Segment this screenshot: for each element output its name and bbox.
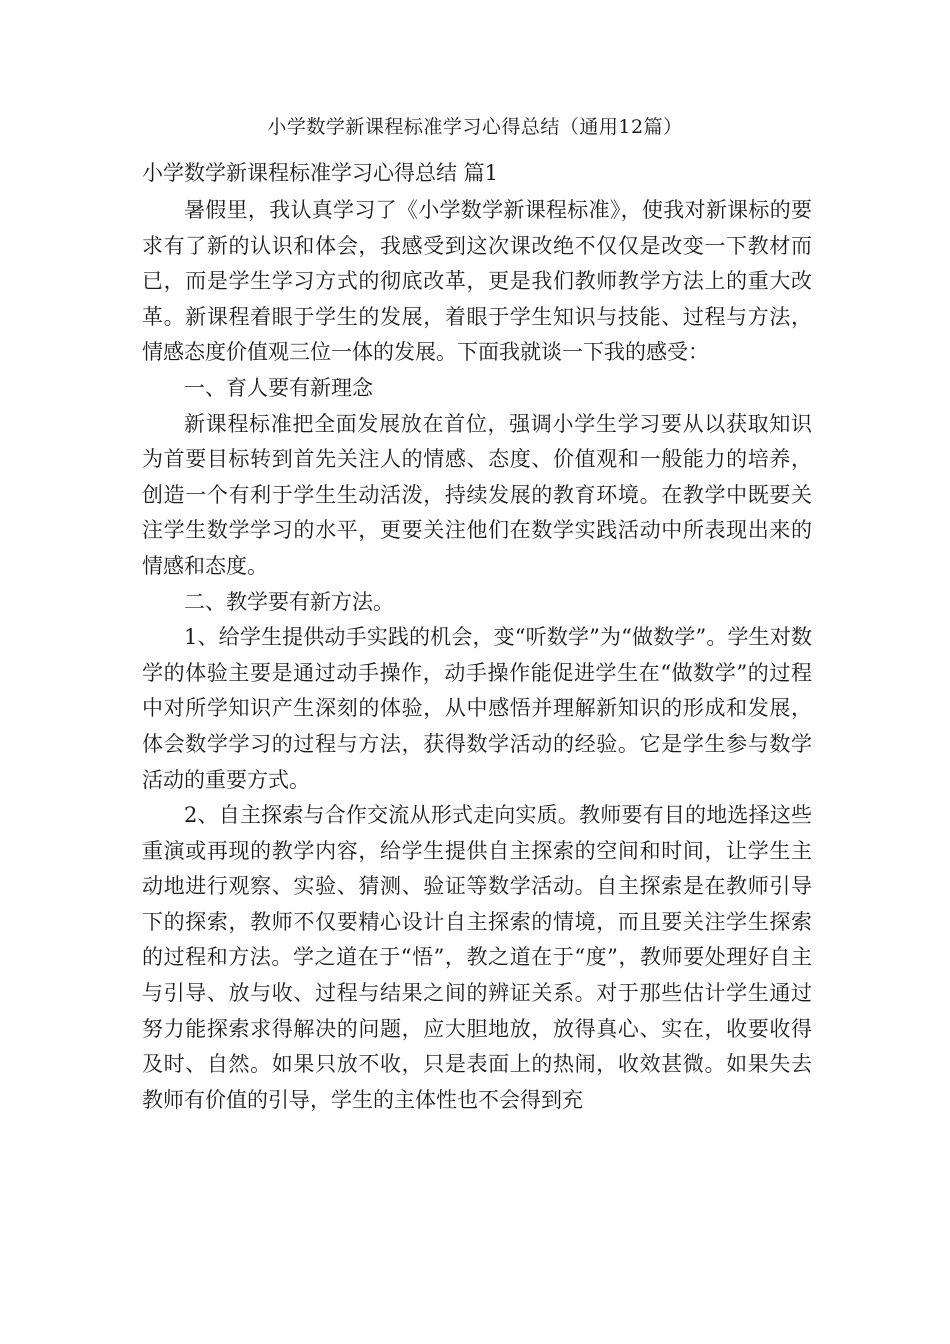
paragraph-heading-1: 一、育人要有新理念 [184, 375, 373, 400]
document-title: 小学数学新课程标准学习心得总结（通用12篇） [267, 116, 683, 138]
paragraph-heading-2: 二、教学要有新方法。 [184, 589, 394, 614]
paragraph-exploration: 2、自主探索与合作交流从形式走向实质。教师要有目的地选择这些重演或再现的教学内容，给学生提供自主探索的空间和时间，让学生主动地进行观察、实验、猜测、验证等数学活动。自主探索是在教师引导下的探索，教师不仅要精心设计自主探索的情境，而且要关注学生探索的过程和方法。学之道在于“悟”，教之道在于“度”，教师要处理好自主与引导、放与收、过程与结果之间的辨证关系。对于那些估计学生通过努力能探索求得解决的问题，应大胆地放，放得真心、实在，收要收得及时、自然。如果只放不收，只是表面上的热闹，收效甚微。如果失去教师有价值的引导，学生的主体性也不会得到充 [142, 803, 812, 1112]
document-body [142, 193, 812, 1118]
paragraph-intro: 暑假里，我认真学习了《小学数学新课程标准》，使我对新课标的要求有了新的认识和体会，我感受到这次课改绝不仅仅是改变一下教材而已，而是学生学习方式的彻底改革，更是我们教师教学方法上的重大改革。新课程着眼于学生的发展，着眼于学生知识与技能、过程与方法，情感态度价值观三位一体的发展。下面我就谈一下我的感受： [142, 198, 812, 365]
paragraph-hands-on: 1、给学生提供动手实践的机会，变“听数学”为“做数学”。学生对数学的体验主要是通过动手操作，动手操作能促进学生在“做数学”的过程中对所学知识产生深刻的体验，从中感悟并理解新知识的形成和发展，体会数学学习的过程与方法，获得数学活动的经验。它是学生参与数学活动的重要方式。 [142, 625, 812, 792]
paragraph-new-concept: 新课程标准把全面发展放在首位，强调小学生学习要从以获取知识为首要目标转到首先关注人的情感、态度、价值观和一般能力的培养，创造一个有利于学生生动活泼，持续发展的教育环境。在教学中既要关注学生数学学习的水平，更要关注他们在数学实践活动中所表现出来的情感和态度。 [142, 411, 812, 578]
section-heading: 小学数学新课程标准学习心得总结 篇1 [142, 161, 499, 185]
